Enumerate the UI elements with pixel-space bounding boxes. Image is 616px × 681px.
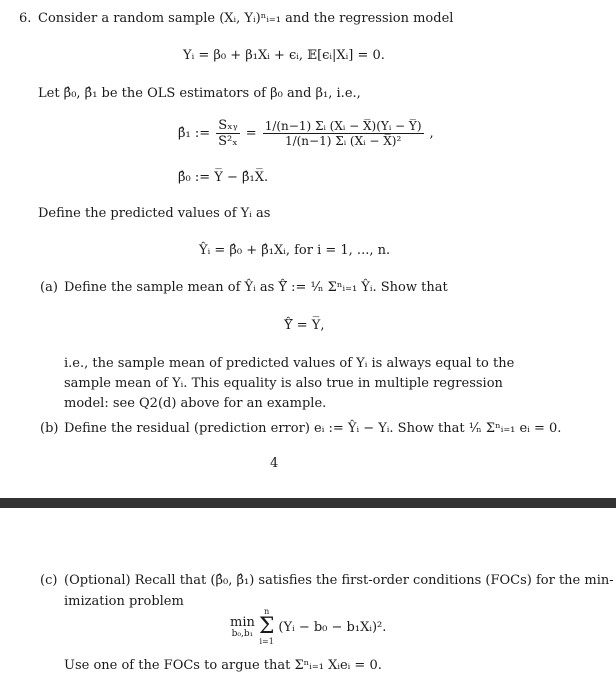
beta1-rhs-num: 1/(n−1) Σᵢ (Xᵢ − X̅)(Yᵢ − Y̅) [264, 119, 422, 133]
min-op: min [230, 615, 255, 630]
question-number: 6. [19, 11, 32, 26]
beta1-rhs-den: 1/(n−1) Σᵢ (Xᵢ − X̅)² [284, 134, 402, 148]
beta1-frac-den: S²ₓ [218, 134, 238, 149]
part-a-label: (a) [40, 280, 58, 295]
model-equation: Yᵢ = β₀ + β₁Xᵢ + ϵᵢ, 𝔼[ϵᵢ|Xᵢ] = 0. [183, 48, 385, 63]
sum-sym: Σ [258, 614, 275, 639]
part-b-label: (b) [40, 421, 59, 436]
beta1-equals: = [245, 126, 257, 141]
beta1-frac-num: Sₓᵧ [216, 118, 240, 134]
define-predicted-line: Define the predicted values of Yᵢ as [38, 206, 271, 221]
minimization-problem [230, 608, 386, 646]
part-a-text: Define the sample mean of Ŷᵢ as Ŷ̅ := ¹⁄ₙ Σⁿᵢ₌₁ Ŷᵢ. Show that [64, 280, 448, 295]
min-expr: (Yᵢ − b₀ − b₁Xᵢ)². [278, 619, 387, 635]
beta1-cov-var-fraction [216, 118, 240, 149]
part-a-equation: Ŷ̅ = Y̅, [284, 318, 325, 333]
part-c-text-line2: imization problem [64, 594, 184, 609]
page-number: 4 [270, 456, 279, 471]
page-break-divider [0, 498, 616, 508]
beta0-definition: β̂₀ := Y̅ − β̂₁X̅. [178, 170, 269, 185]
sum-bot: i=1 [259, 637, 274, 646]
beta1-comma: , [429, 126, 434, 141]
part-c-text-line1: (Optional) Recall that (β̂₀, β̂₁) satisfies the first-order conditions (FOCs) for the min- [64, 573, 614, 588]
sum-top: n [264, 607, 270, 616]
beta1-definition [178, 118, 434, 149]
part-a-explanation: i.e., the sample mean of predicted values of Yᵢ is always equal to the sample mean of Yᵢ. This equality is also true in multiple regression model: see Q2(d) above for an example. [64, 356, 515, 411]
min-operator [230, 615, 255, 639]
beta1-lhs: β̂₁ := [178, 126, 211, 141]
question-intro: Consider a random sample (Xᵢ, Yᵢ)ⁿᵢ₌₁ and the regression model [38, 11, 454, 26]
part-c-foc-line: Use one of the FOCs to argue that Σⁿᵢ₌₁ Xᵢeᵢ = 0. [64, 658, 382, 673]
beta1-sum-fraction [263, 119, 424, 148]
sum-operator [259, 608, 275, 646]
predicted-value-equation: Ŷᵢ = β̂₀ + β̂₁Xᵢ, for i = 1, ..., n. [199, 243, 391, 258]
ols-estimators-line: Let β̂₀, β̂₁ be the OLS estimators of β₀ and β₁, i.e., [38, 86, 361, 101]
part-c-label: (c) [40, 573, 58, 588]
min-sub: b₀,b₁ [231, 629, 254, 639]
part-b-text: Define the residual (prediction error) eᵢ := Ŷᵢ − Yᵢ. Show that ¹⁄ₙ Σⁿᵢ₌₁ eᵢ = 0. [64, 421, 562, 436]
